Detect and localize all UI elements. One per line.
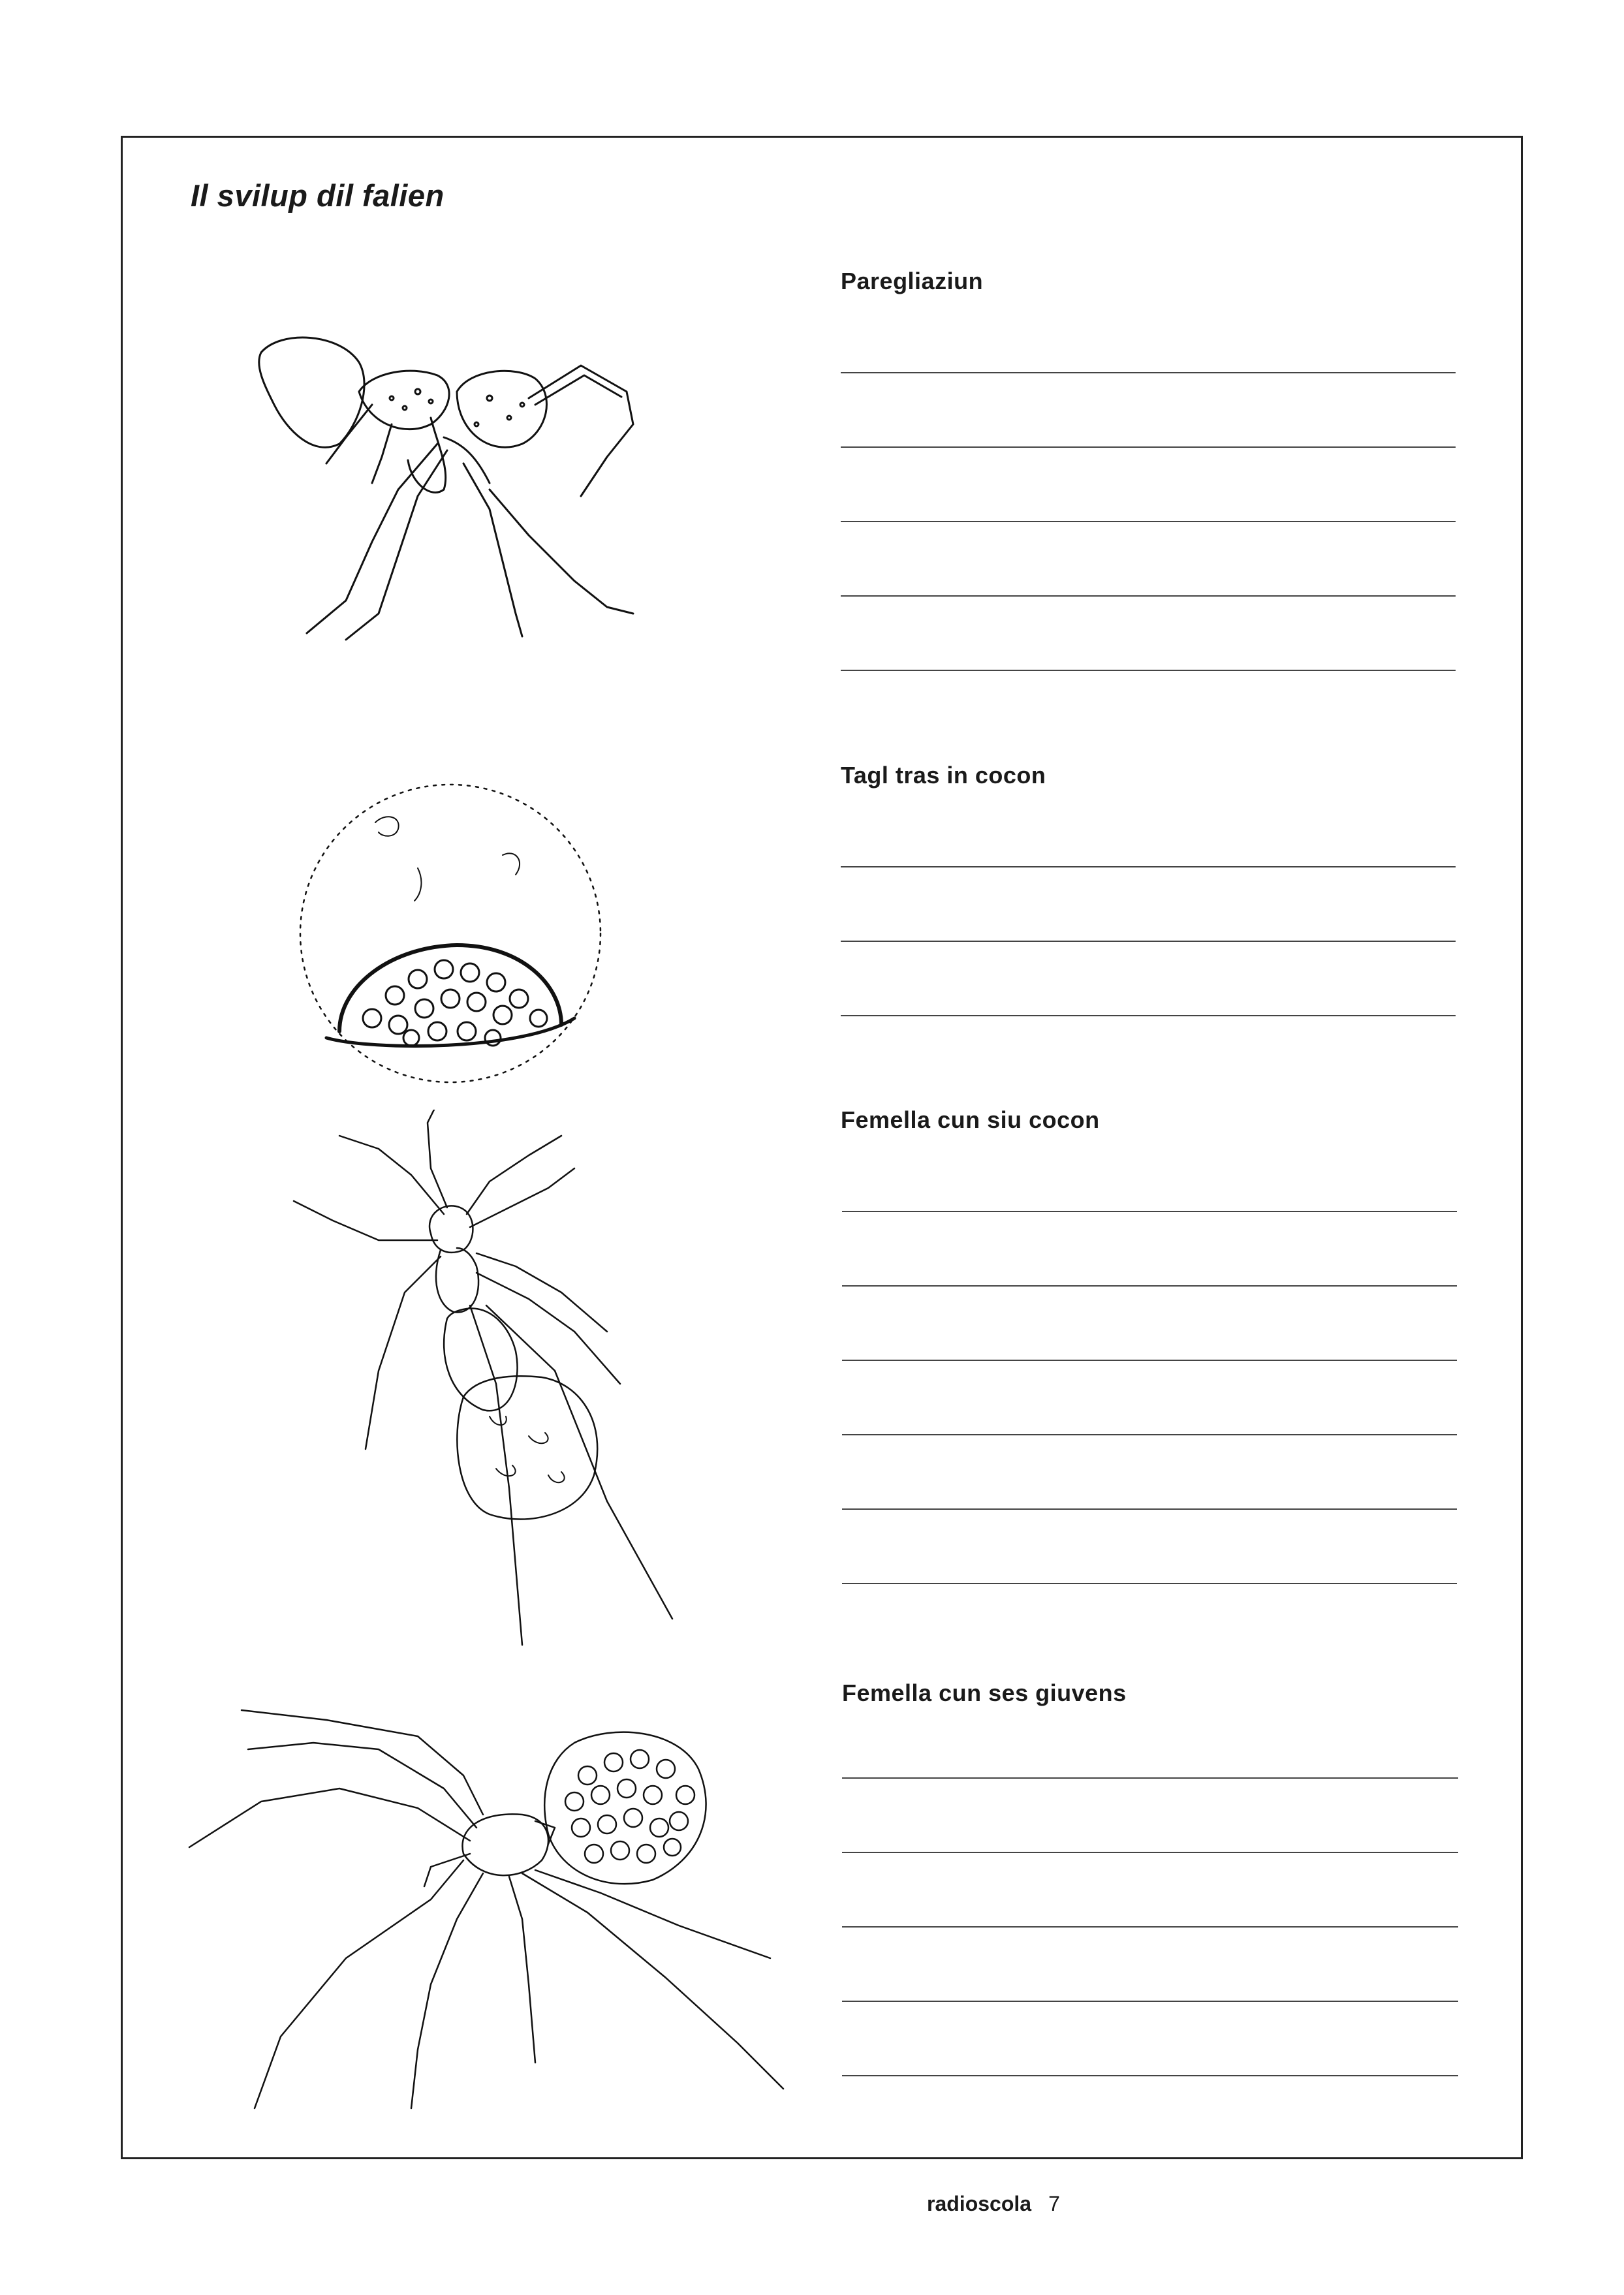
writing-line[interactable]	[841, 941, 1456, 942]
writing-line[interactable]	[841, 1015, 1456, 1016]
section-label-cocoon-section: Tagl tras in cocon	[841, 762, 1046, 788]
writing-line[interactable]	[842, 2001, 1458, 2002]
section-label-female-young: Femella cun ses giuvens	[842, 1679, 1127, 1706]
writing-line[interactable]	[842, 2075, 1458, 2076]
writing-line[interactable]	[842, 1583, 1457, 1584]
writing-line[interactable]	[842, 1360, 1457, 1361]
writing-line[interactable]	[842, 1211, 1457, 1212]
writing-line[interactable]	[841, 595, 1456, 597]
female-spider-with-cocoon-drawing	[281, 1110, 685, 1671]
writing-line[interactable]	[842, 1285, 1457, 1287]
writing-line[interactable]	[842, 1926, 1458, 1928]
mating-spiders-drawing	[242, 326, 672, 653]
page-footer	[927, 2192, 1060, 2216]
cocoon-cross-section-drawing	[287, 777, 614, 1090]
writing-line[interactable]	[842, 1777, 1458, 1779]
publication-name: radioscola	[927, 2192, 1032, 2215]
writing-line[interactable]	[842, 1508, 1457, 1510]
female-spider-with-young-drawing	[183, 1697, 796, 2115]
section-label-mating: Paregliaziun	[841, 268, 984, 294]
page-number: 7	[1048, 2192, 1060, 2215]
writing-line[interactable]	[841, 670, 1456, 671]
writing-line[interactable]	[842, 1852, 1458, 1853]
writing-line[interactable]	[841, 372, 1456, 373]
section-label-female-cocoon: Femella cun siu cocon	[841, 1106, 1100, 1133]
writing-line[interactable]	[841, 446, 1456, 448]
writing-line[interactable]	[841, 866, 1456, 867]
writing-line[interactable]	[842, 1434, 1457, 1435]
writing-line[interactable]	[841, 521, 1456, 522]
page-title: Il svilup dil falien	[191, 178, 445, 213]
